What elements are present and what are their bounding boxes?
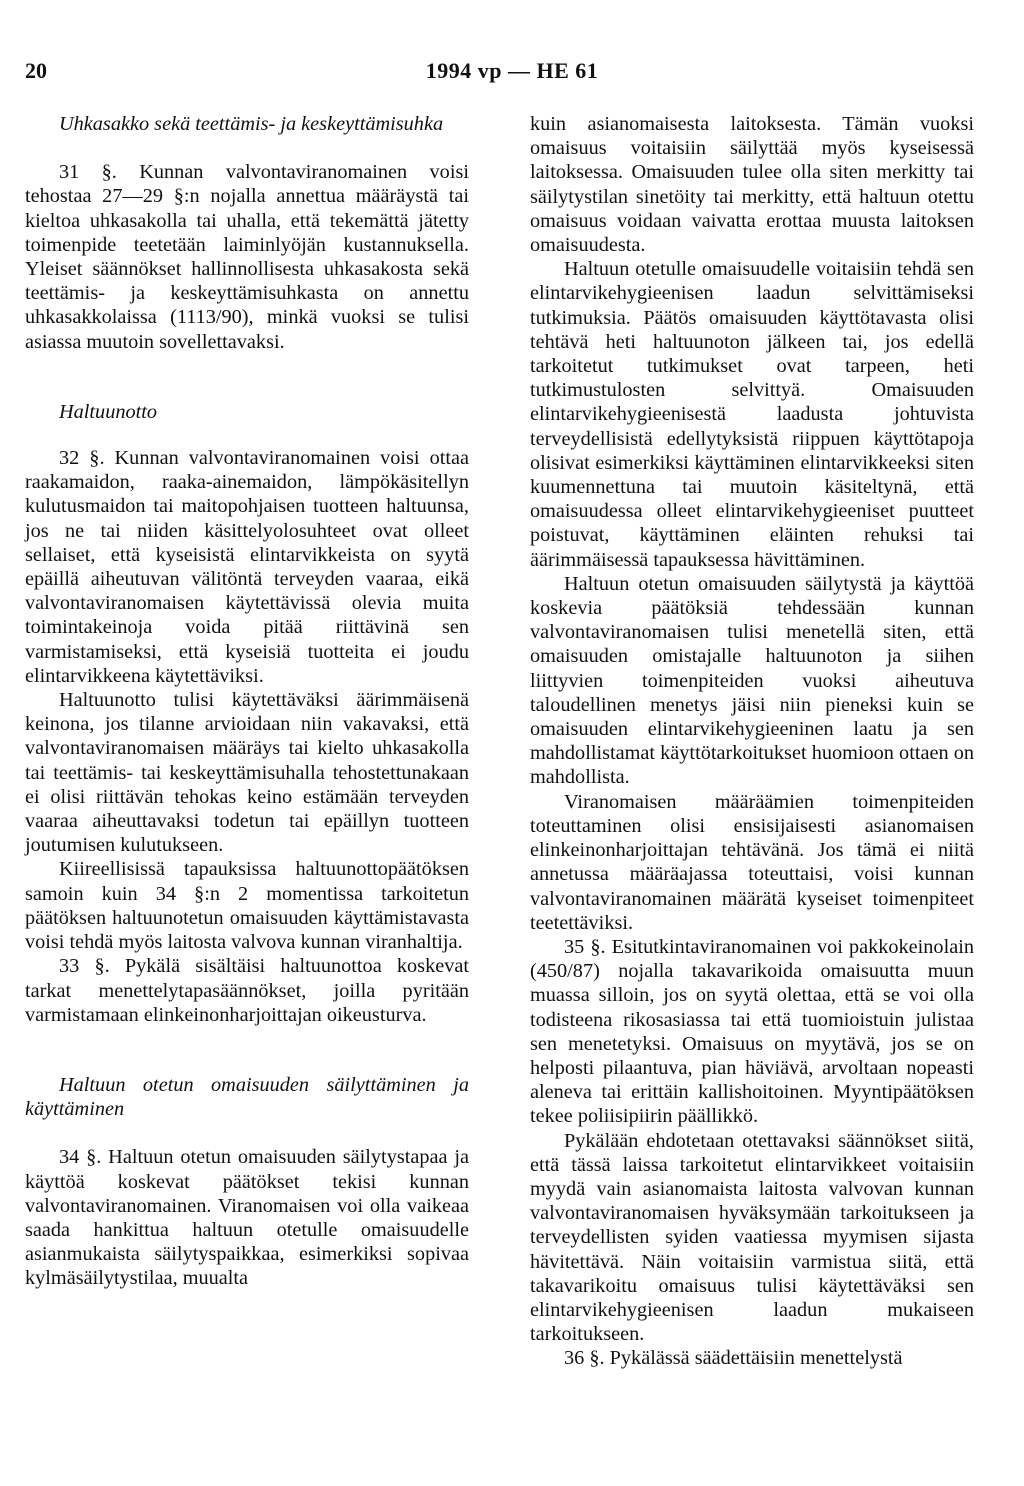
section-heading-sailyttaminen: Haltuun otetun omaisuuden säilyttäminen ja käyttäminen xyxy=(25,1073,469,1121)
paragraph-35-2: Pykälään ehdotetaan otettavaksi säännökset siitä, että tässä laissa tarkoitetut elintarvikkeet voitaisiin myydä vain asianomaista laitosta valvovan kunnan valvontaviranomaisen hyväksymään tarkoitukseen ja terveydellisten syiden vaatiessa myymisen sijasta hävitettävä. Näin voitaisiin varmistua siitä, että takavarikoitu omaisuus tulisi käytettäväksi sen elintarvikehygieenisen laadun mukaiseen tarkoitukseen. xyxy=(530,1129,974,1346)
paragraph-32-2: Haltuunotto tulisi käytettäväksi äärimmäisenä keinona, jos tilanne arvioidaan niin vakavaksi, että valvontaviranomaisen määräys tai kielto uhkasakolla tai teettämis- tai keskeyttämisuhalla tehostettunakaan ei olisi riittävän tehokas keino estämään terveyden vaaraa aiheuttavaksi todetun tai epäillyn tuotteen joutumisen kulutukseen. xyxy=(25,689,469,857)
paragraph-32-3: Kiireellisissä tapauksissa haltuunottopäätöksen samoin kuin 34 §:n 2 momentissa tarkoitetun päätöksen haltuunotetun omaisuuden käyttämistavasta voisi tehdä myös laitosta valvova kunnan viranhaltija. xyxy=(25,858,469,954)
running-title: 1994 vp — HE 61 xyxy=(425,58,599,83)
right-column xyxy=(530,112,974,1371)
paragraph-34-4: Viranomaisen määräämien toimenpiteiden toteuttaminen olisi ensisijaisesti asianomaisen elinkeinonharjoittajan tehtävänä. Jos tämä ei niitä annetussa määräajassa toteuttaisi, voisi kunnan valvontaviranomainen määrätä kyseiset toimenpiteet teetettäviksi. xyxy=(530,790,974,934)
paragraph-32: 32 §. Kunnan valvontaviranomainen voisi ottaa raakamaidon, raaka-ainemaidon, lämpökäsitellyn kulutusmaidon tai maitopohjaisen tuotteen haltuunsa, jos ne tai niiden käsittelyolosuhteet ovat olleet sellaiset, että kyseisistä elintarvikkeista on syytä epäillä aiheutuvan välitöntä terveyden vaaraa, eikä valvontaviranomaisen käytettävissä olevia muita toimintakeinoja voida pitää riittävinä sen varmistamiseksi, että kyseisiä tuotteita ei joudu elintarvikkeena käytettäviksi. xyxy=(25,447,469,687)
paragraph-33: 33 §. Pykälä sisältäisi haltuunottoa koskevat tarkat menettelytapasäännökset, joilla pyritään varmistamaan elinkeinonharjoittajan oikeusturva. xyxy=(25,955,469,1026)
paragraph-34-3: Haltuun otetun omaisuuden säilytystä ja käyttöä koskevia päätöksiä tehdessään kunnan valvontaviranomaisen tulisi menetellä siten, että omaisuuden omistajalle haltuunoton ja siihen liittyvien toimenpiteiden vuoksi aiheutuva taloudellinen menetys jäisi niin pieneksi kuin se omaisuuden elintarvikehygieeninen laatu ja sen mahdollistamat käyttötarkoitukset huomioon ottaen on mahdollista. xyxy=(530,572,974,789)
left-column xyxy=(25,112,469,1291)
paragraph-34-continued: kuin asianomaisesta laitoksesta. Tämän vuoksi omaisuus voitaisiin säilyttää myös kyseisessä laitoksessa. Omaisuuden tulee olla siten merkitty tai säilytystilan sinetöity tai merkitty, että haltuun otettu omaisuus voidaan vaivatta erottaa muusta laitoksen omaisuudesta. xyxy=(530,113,974,257)
paragraph-35: 35 §. Esitutkintaviranomainen voi pakkokeinolain (450/87) nojalla takavarikoida omaisuutta muun muassa silloin, jos on syytä olettaa, että se voi olla todisteena rikosasiassa tai että tuomioistuin julistaa sen menetetyksi. Omaisuus on myytävä, jos se on helposti pilaantuva, pian häviävä, arvoltaan nopeasti aleneva tai erittäin kallishoitoinen. Myyntipäätöksen tekee poliisipiirin päällikkö. xyxy=(530,935,974,1128)
paragraph-36: 36 §. Pykälässä säädettäisiin menettelystä xyxy=(564,1347,903,1370)
paragraph-34: 34 §. Haltuun otetun omaisuuden säilytystapaa ja käyttöä koskevat päätökset tekisi kunnan valvontaviranomainen. Viranomaisen voi olla vaikeaa saada hankittua haltuun otetulle omaisuudelle asianmukaista säilytyspaikkaa, esimerkiksi sopivaa kylmäsäilytystilaa, muualta xyxy=(25,1146,469,1290)
section-heading-uhkasakko: Uhkasakko sekä teettämis- ja keskeyttämisuhka xyxy=(59,113,444,135)
page-header xyxy=(0,58,1024,98)
section-heading-haltuunotto: Haltuunotto xyxy=(59,400,158,423)
page-number: 20 xyxy=(25,58,47,83)
paragraph-34-2: Haltuun otetulle omaisuudelle voitaisiin tehdä sen elintarvikehygieenisen laadun selvittämiseksi tutkimuksia. Päätös omaisuuden käyttötavasta olisi tehtävä heti haltuunoton jälkeen tai, jos edellä tarkoitetut tutkimukset ovat tarpeen, heti tutkimustulosten selvittyä. Omaisuuden elintarvikehygieenisestä laadusta johtuvista terveydellisistä edellytyksistä riippuen käyttötapoja olisivat esimerkiksi käyttäminen elintarvikkeeksi siten kuumennettuna tai muutoin käsiteltynä, että omaisuudessa olleet elintarvikehygieeniset puutteet poistuvat, käyttäminen eläinten rehuksi tai äärimmäisessä tapauksessa hävittäminen. xyxy=(530,258,974,571)
paragraph-31: 31 §. Kunnan valvontaviranomainen voisi tehostaa 27—29 §:n nojalla annettua määräystä tai kieltoa uhkasakolla tai uhalla, että tekemättä jätetty toimenpide teetetään laiminlyöjän kustannuksella. Yleiset säännökset hallinnollisesta uhkasakosta sekä teettämis- ja keskeyttämisuhkasta on annettu uhkasakkolaissa (1113/90), minkä vuoksi se tulisi asiassa muutoin sovellettavaksi. xyxy=(25,161,469,353)
